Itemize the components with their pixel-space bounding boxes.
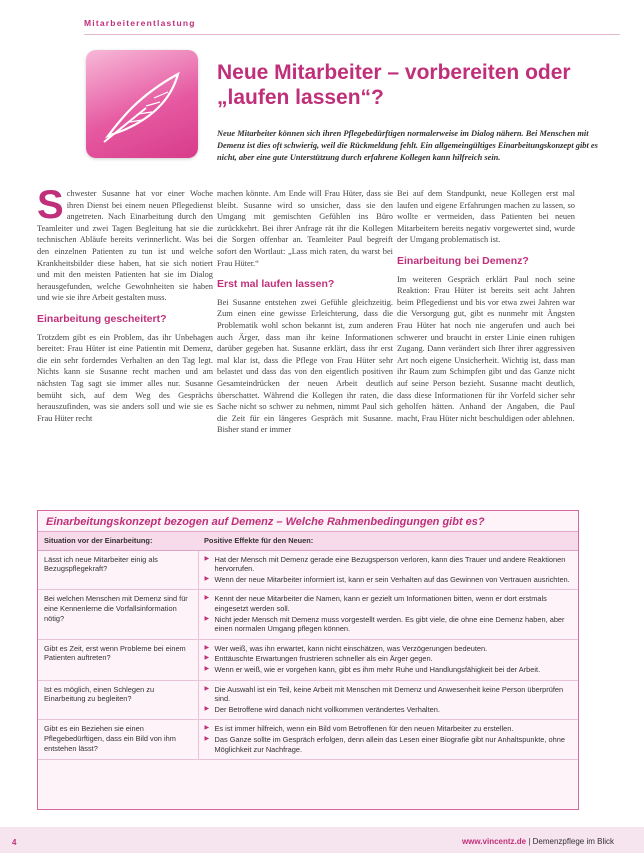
text-column-3: [397, 188, 575, 426]
row-situation: Gibt es Zeit, erst wenn Probleme bei einem Patienten auftreten?: [38, 639, 198, 680]
effect-item: ▶ Wenn er weiß, wie er vorgehen kann, gibt es ihm mehr Ruhe und Handlungsfähigkeit bei der Arbeit.: [205, 665, 573, 675]
text-column-2: [217, 188, 393, 438]
table-row: [38, 680, 578, 720]
effect-item: ▶ Der Betroffene wird danach nicht vollkommen verändertes Verhalten.: [205, 705, 573, 715]
effect-item: ▶ Wer weiß, was ihn erwartet, kann nicht einschätzen, was Verzögerungen bedeuten.: [205, 644, 573, 654]
text-column-1: [37, 183, 213, 426]
footer-publication: | Demenzpflege im Blick: [526, 837, 614, 846]
col1-subheading: Einarbeitung gescheitert?: [37, 312, 167, 325]
col3-paragraph-1: Bei auf dem Standpunkt, neue Kollegen erst mal laufen und eigene Erfahrungen machen zu lassen, so wollte er vermeiden, dass Patienten bei neuen Mitarbeitern bereits negativ vorgewertet sind, wurde der Umgang problematisch ist.: [397, 189, 575, 245]
row-effects: [198, 639, 578, 680]
table-row: [38, 720, 578, 760]
effect-item: ▶ Kennt der neue Mitarbeiter die Namen, kann er gezielt um Informationen bitten, wenn er dort erstmals eingesetzt werden soll.: [205, 594, 573, 613]
table-row: [38, 590, 578, 639]
row-effects: [198, 720, 578, 760]
row-effects: [198, 550, 578, 590]
row-situation: Lässt ich neue Mitarbeiter einig als Bezugspflegekraft?: [38, 550, 198, 590]
col1-paragraph-2: Trotzdem gibt es ein Problem, das ihr Unbehagen bereitet: Frau Hüter ist eine Patientin mit Demenz, die ein sehr forderndes Verhalten an den Tag legt. Nichts kann sie Susanne recht machen und am nächsten Tag sagt sie immer alles nur. Susanne bemüht sich, auf dem Weg des Gesprächs herauszufinden, was sie anders soll und wie sie es Frau Hüter recht: [37, 332, 213, 423]
article-headline: Neue Mitarbeiter – vorbereiten oder „laufen lassen“?: [217, 61, 571, 109]
footer-url[interactable]: www.vincentz.de: [461, 837, 527, 846]
table-row: [38, 639, 578, 680]
col2-paragraph-1: machen könnte. Am Ende will Frau Hüter, dass sie bleibt. Susanne wird so unsicher, dass sie den Umgang mit gemischten Gefühlen ins Büro zurückkehrt. Bei ihrer Anfrage rät ihr die Kollegen die Sorgen offenbar an. Teamleiter Paul begreift sofort den Wortlaut: „Lass mich raten, du warst bei Frau Hüter.“: [217, 189, 393, 268]
infobox-header-row: [38, 532, 578, 550]
col1-paragraph-1-text: chwester Susanne hat vor einer Woche ihren Dienst bei einem neuen Pflegedienst angetreten. Nach Einarbeitung durch den Teamleiter und zwei Tagen Begleitung hat sie die technischen Abläufe bereits verinnerlicht. Was bei den einzelnen Patienten zu tun ist und welche Krankheitsbilder diese haben, hat sie sich notiert und mit den meisten Patienten hat sie im Dialog herausgefunden, welche Gewohnheiten sie haben und wie sie ihre Arbeit gestalten muss.: [37, 189, 213, 303]
col3-subheading: Einarbeitung bei Demenz?: [397, 254, 529, 267]
row-situation: Gibt es ein Beziehen sie einen Pflegebedürftigen, dass ein Bild von ihm entstehen lässt?: [38, 720, 198, 760]
infobox: [37, 510, 579, 810]
effect-item: ▶ Es ist immer hilfreich, wenn ein Bild vom Betroffenen für den neuen Mitarbeiter zu erstellen.: [205, 724, 573, 734]
row-effects: [198, 680, 578, 720]
feather-tile: [86, 50, 198, 158]
drop-cap: S: [37, 183, 64, 227]
infobox-col-effects: Positive Effekte für den Neuen:: [198, 532, 578, 550]
col2-paragraph-2: Bei Susanne entstehen zwei Gefühle gleichzeitig. Zum einen eine gewisse Erleichterung, dass die Problematik wohl schon bekannt ist, zum anderen auch Ärger, dass man ihr keine Informationen darüber gegeben hat. Susanne erklärt, dass ihr erst mal klar ist, dass die Pflege von Frau Hüter sehr belastet und dass das von den eigentlich positiven Gesamteindrücken der neuen Arbeit deutlich überschattet. Während die Kollegen ihr raten, die Sache nicht so schwer zu nehmen, nimmt Paul sich die Zeit für ein längeres Gespräch mit Susanne. Bisher stand er immer: [217, 297, 393, 435]
section-kicker: Mitarbeiterentlastung: [84, 18, 196, 28]
col1-paragraph-1: [37, 183, 213, 304]
article-intro: Neue Mitarbeiter können sich ihren Pflegebedürftigen normalerweise im Dialog nähern. Bei Menschen mit Demenz ist dies oft schwierig, weil die Rückmeldung fehlt. Ein allgemeingültiges Einarbeitungskonzept gibt es nicht, aber eine gute Unterstützung durch erfahrene Kollegen kann hilfreich sein.: [217, 129, 598, 162]
effect-item: ▶ Das Ganze sollte im Gespräch erfolgen, denn allein das Lesen einer Biografie gibt nur Anhaltspunkte, ohne Möglichkeit zur Nachfrage.: [205, 735, 573, 754]
effect-item: ▶ Hat der Mensch mit Demenz gerade eine Bezugsperson verloren, kann dies Trauer und andere Reaktionen hervorrufen.: [205, 555, 573, 574]
infobox-table: [38, 532, 578, 760]
row-situation: Bei welchen Menschen mit Demenz sind für eine Kennenlerne die Vorfallsinformation nötig?: [38, 590, 198, 639]
infobox-title: Einarbeitungskonzept bezogen auf Demenz – Welche Rahmenbedingungen gibt es?: [38, 511, 578, 532]
row-effects: [198, 590, 578, 639]
effect-item: ▶ Nicht jeder Mensch mit Demenz muss vorgestellt werden. Es gibt viele, die ohne eine Demenz haben, aber einen normalen Umgang pflegen können.: [205, 615, 573, 634]
footer-source: [462, 837, 614, 846]
table-row: [38, 550, 578, 590]
col3-paragraph-2: Im weiteren Gespräch erklärt Paul noch seine Reaktion: Frau Hüter ist bereits seit acht Jahren beim Pflegedienst und bis vor etwa zwei Jahren war die Versorgung gut, gibt es nunmehr mit Ängsten Frau Hüter hat noch nie angerufen und auch bei schwerer und braucht in erster Linie einen ruhigen Zugang. Dann verändert sich Ihrer ihrer aggressiven Art noch eigene Unsicherheit. Wichtig ist, dass man ihr Raum zum Schimpfen gibt und das Ganze nicht auf seine Person bezieht. Susanne macht deutlich, dass diese Informationen für ihr Vorfeld sicher sehr geholfen hätten. Anhand der Angaben, die Paul macht, Frau Hüter nicht beschuldigen oder ablehnen.: [397, 274, 575, 423]
effect-item: ▶ Wenn der neue Mitarbeiter informiert ist, kann er sein Verhalten auf das Gewinnen von Vertrauen ausrichten.: [205, 575, 573, 585]
effect-item: ▶ Enttäuschte Erwartungen frustrieren schneller als ein Ärger gegen.: [205, 654, 573, 664]
top-rule: [84, 34, 620, 35]
row-situation: Ist es möglich, einen Schlegen zu Einarbeitung zu begleiten?: [38, 680, 198, 720]
page-number: 4: [12, 838, 17, 847]
infobox-col-situation: Situation vor der Einarbeitung:: [38, 532, 198, 550]
effect-item: ▶ Die Auswahl ist ein Teil, keine Arbeit mit Menschen mit Demenz und Anwesenheit keine Person überprüfen sind.: [205, 685, 573, 704]
feather-icon: [86, 50, 198, 158]
col2-subheading: Erst mal laufen lassen?: [217, 278, 335, 291]
